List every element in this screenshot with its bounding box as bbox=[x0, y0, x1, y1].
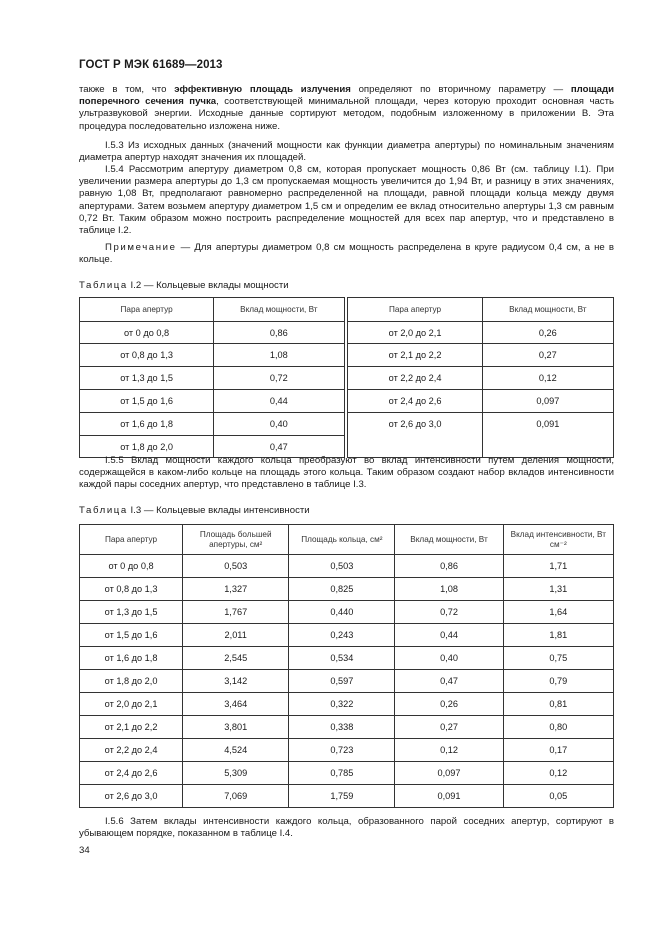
table3-cell: 0,44 bbox=[395, 624, 503, 647]
table-row bbox=[80, 739, 614, 762]
table3-header-row bbox=[80, 525, 614, 555]
table2-cell: от 1,3 до 1,5 bbox=[80, 367, 214, 390]
table3-cell: 1,08 bbox=[395, 578, 503, 601]
table2-cell: 0,12 bbox=[482, 367, 613, 390]
table2-header-pair-right: Пара апертур bbox=[348, 298, 482, 322]
table3-cell: 0,81 bbox=[503, 693, 613, 716]
table-ring-power bbox=[79, 297, 614, 458]
table3-cell: 0,097 bbox=[395, 762, 503, 785]
table2-caption-text: I.2 — Кольцевые вклады мощности bbox=[127, 280, 289, 291]
table-row bbox=[80, 555, 614, 578]
table3-cell: 0,243 bbox=[289, 624, 395, 647]
table-row bbox=[80, 578, 614, 601]
table-row bbox=[80, 670, 614, 693]
table2-cell: от 1,5 до 1,6 bbox=[80, 390, 214, 413]
table2-cell: 1,08 bbox=[214, 344, 344, 367]
table-row bbox=[80, 344, 614, 367]
table3-cell: 4,524 bbox=[183, 739, 289, 762]
table2-cell: 0,091 bbox=[482, 413, 613, 436]
intro-text-3: , соответствующей минимальной площади, через которую проходит основная часть ультразвуковой энергии. Исходные данные сортируют методом, подобным изложенному в приложении В. Эта процедура последовательно изложена ниже. bbox=[79, 96, 614, 132]
table2-cell: 0,72 bbox=[214, 367, 344, 390]
table2-cell: 0,44 bbox=[214, 390, 344, 413]
table-row bbox=[80, 601, 614, 624]
table2-cell: от 2,6 до 3,0 bbox=[348, 413, 482, 436]
table2-header-pair-left: Пара апертур bbox=[80, 298, 214, 322]
table3-cell: от 2,4 до 2,6 bbox=[80, 762, 183, 785]
table3-cell: 0,75 bbox=[503, 647, 613, 670]
table2-cell: от 1,6 до 1,8 bbox=[80, 413, 214, 436]
table3-cell: 0,05 bbox=[503, 785, 613, 808]
table-row bbox=[80, 390, 614, 413]
table3-header-intensity: Вклад интенсивности, Вт см⁻² bbox=[503, 525, 613, 555]
intro-bold-1: эффективную площадь излучения bbox=[174, 84, 351, 95]
table3-cell: от 2,2 до 2,4 bbox=[80, 739, 183, 762]
table-row bbox=[80, 624, 614, 647]
table2-caption bbox=[79, 280, 289, 291]
table3-cell: от 1,5 до 1,6 bbox=[80, 624, 183, 647]
table3-cell: 0,723 bbox=[289, 739, 395, 762]
table3-cell: 2,545 bbox=[183, 647, 289, 670]
paragraph-i54 bbox=[79, 164, 614, 237]
table3-cell: 0,503 bbox=[183, 555, 289, 578]
table2-cell: от 2,0 до 2,1 bbox=[348, 322, 482, 344]
table3-cell: от 2,1 до 2,2 bbox=[80, 716, 183, 739]
table3-cell: 3,464 bbox=[183, 693, 289, 716]
table3-cell: 1,767 bbox=[183, 601, 289, 624]
table3-cell: 1,759 bbox=[289, 785, 395, 808]
table2-header-power-left: Вклад мощности, Вт bbox=[214, 298, 344, 322]
i54-text: I.5.4 Рассмотрим апертуру диаметром 0,8 см, которая пропускает мощность 0,86 Вт (см. таблицу I.1). При увеличении размера апертуры до 1,3 см пропускаемая мощность увеличится до 1,94 Вт, и разницу в этих значениях, равную 1,08 Вт, предполагают равномерно распределенной на площади, равной площади кольца между двумя апертурами. Затем возьмем апертуру диаметром 1,5 см и определим ее вклад относительно апертуры 1,3 см равным 0,72 Вт. Таким образом можно построить распределение мощностей для всех пар апертур, что и представлено в таблице I.2. bbox=[79, 164, 614, 237]
table2-cell: 0,097 bbox=[482, 390, 613, 413]
table3-cell: 3,142 bbox=[183, 670, 289, 693]
table3-cell: 0,091 bbox=[395, 785, 503, 808]
table3-cell: от 1,3 до 1,5 bbox=[80, 601, 183, 624]
table3-cell: 0,40 bbox=[395, 647, 503, 670]
table2-cell: 0,26 bbox=[482, 322, 613, 344]
table-ring-intensity bbox=[79, 524, 614, 808]
page-number: 34 bbox=[79, 845, 90, 856]
table2-cell: 0,47 bbox=[214, 436, 344, 458]
table3-caption-label: Таблица bbox=[79, 505, 128, 516]
table3-cell: 1,31 bbox=[503, 578, 613, 601]
table3-cell: 0,12 bbox=[395, 739, 503, 762]
table2-header-row bbox=[80, 298, 614, 322]
table3-cell: 0,27 bbox=[395, 716, 503, 739]
paragraph-i56 bbox=[79, 816, 614, 840]
table3-cell: 0,26 bbox=[395, 693, 503, 716]
note-text: — Для апертуры диаметром 0,8 см мощность распределена в круге радиусом 0,4 см, а не в кольце. bbox=[79, 242, 614, 266]
table-row bbox=[80, 322, 614, 344]
table-row bbox=[80, 716, 614, 739]
table3-cell: от 1,6 до 1,8 bbox=[80, 647, 183, 670]
table3-cell: 0,785 bbox=[289, 762, 395, 785]
table2-cell: 0,40 bbox=[214, 413, 344, 436]
table3-cell: от 2,6 до 3,0 bbox=[80, 785, 183, 808]
table3-caption bbox=[79, 505, 310, 516]
table3-cell: 3,801 bbox=[183, 716, 289, 739]
table-row bbox=[80, 413, 614, 436]
paragraph-i53 bbox=[79, 140, 614, 164]
table3-caption-text: I.3 — Кольцевые вклады интенсивности bbox=[127, 505, 310, 516]
intro-text-2: определяют по вторичному параметру — bbox=[350, 84, 571, 95]
table3-cell: 0,86 bbox=[395, 555, 503, 578]
table3-cell: 2,011 bbox=[183, 624, 289, 647]
paragraph-i55 bbox=[79, 455, 614, 492]
table3-cell: 0,12 bbox=[503, 762, 613, 785]
table2-header-power-right: Вклад мощности, Вт bbox=[482, 298, 613, 322]
table3-header-pair: Пара апертур bbox=[80, 525, 183, 555]
table3-cell: 1,64 bbox=[503, 601, 613, 624]
intro-bold-2: площади поперечного сечения пучка bbox=[79, 84, 614, 108]
table3-cell: 0,17 bbox=[503, 739, 613, 762]
table-row bbox=[80, 785, 614, 808]
table3-cell: 0,338 bbox=[289, 716, 395, 739]
intro-text-1: также в том, что bbox=[79, 84, 175, 95]
table3-cell: 7,069 bbox=[183, 785, 289, 808]
table3-header-area-large: Площадь большей апертуры, см² bbox=[183, 525, 289, 555]
note-paragraph bbox=[79, 242, 614, 266]
table-row bbox=[80, 367, 614, 390]
table2-caption-label: Таблица bbox=[79, 280, 128, 291]
i53-text: I.5.3 Из исходных данных (значений мощности как функции диаметра апертуры) по номинальным значениям диаметра апертур находят значения их площадей. bbox=[79, 140, 614, 164]
table-row bbox=[80, 693, 614, 716]
table3-cell: 0,503 bbox=[289, 555, 395, 578]
table3-cell: 5,309 bbox=[183, 762, 289, 785]
table2-cell: от 2,2 до 2,4 bbox=[348, 367, 482, 390]
table2-cell: от 1,8 до 2,0 bbox=[80, 436, 214, 458]
table3-cell: 0,322 bbox=[289, 693, 395, 716]
table-row bbox=[80, 647, 614, 670]
table3-cell: от 0 до 0,8 bbox=[80, 555, 183, 578]
table3-cell: 0,79 bbox=[503, 670, 613, 693]
table2-cell: от 0,8 до 1,3 bbox=[80, 344, 214, 367]
table2-cell: от 0 до 0,8 bbox=[80, 322, 214, 344]
table3-cell: 0,440 bbox=[289, 601, 395, 624]
table2-cell: 0,27 bbox=[482, 344, 613, 367]
table3-header-power: Вклад мощности, Вт bbox=[395, 525, 503, 555]
table2-cell: от 2,1 до 2,2 bbox=[348, 344, 482, 367]
table3-cell: 1,71 bbox=[503, 555, 613, 578]
i55-text: I.5.5 Вклад мощности каждого кольца преобразуют во вклад интенсивности путем деления мощности, содержащейся в каком-либо кольце на площадь этого кольца. Таким образом создают набор вкладов интенсивности каждой пары соседних апертур, что представлено в таблице I.3. bbox=[79, 455, 614, 491]
table3-cell: 1,327 bbox=[183, 578, 289, 601]
table3-cell: 0,825 bbox=[289, 578, 395, 601]
table2-cell: 0,86 bbox=[214, 322, 344, 344]
table3-cell: 1,81 bbox=[503, 624, 613, 647]
note-label: Примечание bbox=[105, 242, 177, 253]
document-header: ГОСТ Р МЭК 61689—2013 bbox=[79, 59, 223, 71]
table3-cell: 0,72 bbox=[395, 601, 503, 624]
table3-cell: 0,80 bbox=[503, 716, 613, 739]
table2-cell: от 2,4 до 2,6 bbox=[348, 390, 482, 413]
paragraph-intro bbox=[79, 84, 614, 133]
table3-cell: 0,597 bbox=[289, 670, 395, 693]
table3-header-area-ring: Площадь кольца, см² bbox=[289, 525, 395, 555]
table3-cell: от 1,8 до 2,0 bbox=[80, 670, 183, 693]
table-row bbox=[80, 762, 614, 785]
table3-cell: от 2,0 до 2,1 bbox=[80, 693, 183, 716]
table3-cell: 0,534 bbox=[289, 647, 395, 670]
i56-text: I.5.6 Затем вклады интенсивности каждого кольца, образованного парой соседних апертур, сортируют в убывающем порядке, показанном в таблице I.4. bbox=[79, 816, 614, 840]
table3-cell: от 0,8 до 1,3 bbox=[80, 578, 183, 601]
table3-cell: 0,47 bbox=[395, 670, 503, 693]
